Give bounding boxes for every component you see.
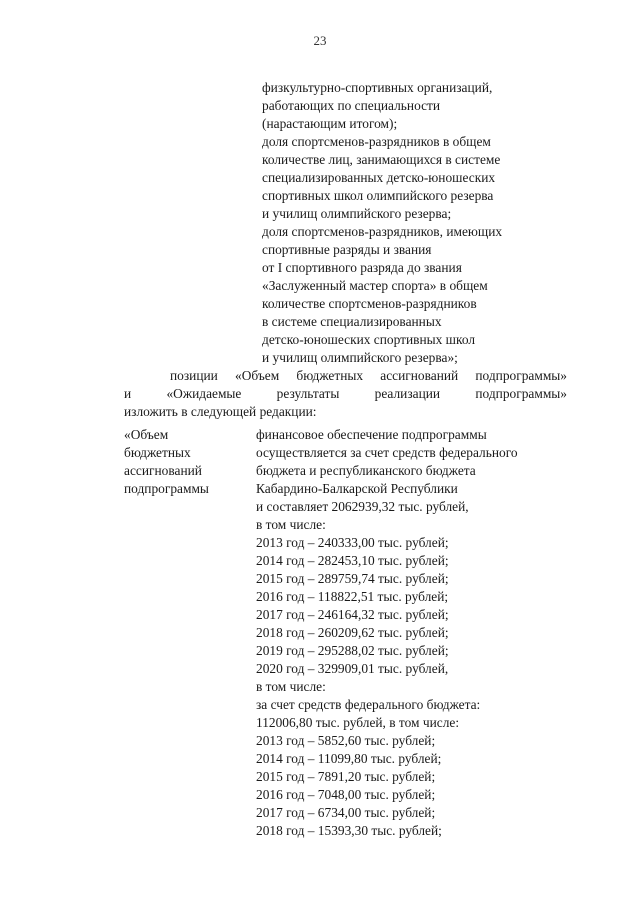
content-line: финансовое обеспечение подпрограммы: [256, 427, 487, 442]
content-line: 2020 год – 329909,01 тыс. рублей,: [256, 661, 449, 676]
indicator-line: спортивные разряды и звания: [262, 242, 432, 257]
content-line: 2014 год – 282453,10 тыс. рублей;: [256, 553, 449, 568]
position-title-line: бюджетных: [124, 445, 191, 460]
indicator-line: от I спортивного разряда до звания: [262, 260, 462, 275]
content-line: осуществляется за счет средств федерального: [256, 445, 518, 460]
content-line: 2017 год – 246164,32 тыс. рублей;: [256, 607, 449, 622]
content-line: 2017 год – 6734,00 тыс. рублей;: [256, 805, 436, 820]
content-line: 2013 год – 240333,00 тыс. рублей;: [256, 535, 449, 550]
indicator-line: детско-юношеских спортивных школ: [262, 332, 476, 347]
paragraph-line: и «Ожидаемые результаты реализации подпрограммы»: [124, 386, 567, 401]
content-line: 2019 год – 295288,02 тыс. рублей;: [256, 643, 449, 658]
indicator-line: доля спортсменов-разрядников, имеющих: [262, 224, 503, 239]
content-line: Кабардино-Балкарской Республики: [256, 481, 458, 496]
indicator-line: (нарастающим итогом);: [262, 116, 398, 131]
content-line: в том числе:: [256, 679, 326, 694]
content-line: 112006,80 тыс. рублей, в том числе:: [256, 715, 460, 730]
content-line: 2013 год – 5852,60 тыс. рублей;: [256, 733, 436, 748]
content-line: бюджета и республиканского бюджета: [256, 463, 476, 478]
indicator-line: доля спортсменов-разрядников в общем: [262, 134, 491, 149]
indicator-line: и училищ олимпийского резерва;: [262, 206, 452, 221]
content-line: 2016 год – 7048,00 тыс. рублей;: [256, 787, 436, 802]
paragraph-line: изложить в следующей редакции:: [124, 404, 317, 419]
content-line: 2018 год – 260209,62 тыс. рублей;: [256, 625, 449, 640]
indicator-line: в системе специализированных: [262, 314, 442, 329]
indicator-line: физкультурно-спортивных организаций,: [262, 80, 493, 95]
content-line: 2014 год – 11099,80 тыс. рублей;: [256, 751, 442, 766]
page-number: 23: [313, 33, 327, 48]
content-line: 2015 год – 7891,20 тыс. рублей;: [256, 769, 436, 784]
position-title-line: подпрограммы: [124, 481, 209, 496]
content-line: за счет средств федерального бюджета:: [256, 697, 481, 712]
indicator-line: количестве спортсменов-разрядников: [262, 296, 477, 311]
content-line: 2016 год – 118822,51 тыс. рублей;: [256, 589, 449, 604]
paragraph-line: позиции «Объем бюджетных ассигнований подпрограммы»: [170, 368, 567, 383]
indicator-line: работающих по специальности: [262, 98, 441, 113]
content-line: 2015 год – 289759,74 тыс. рублей;: [256, 571, 449, 586]
indicator-line: спортивных школ олимпийского резерва: [262, 188, 494, 203]
content-line: и составляет 2062939,32 тыс. рублей,: [256, 499, 469, 514]
content-line: 2018 год – 15393,30 тыс. рублей;: [256, 823, 442, 838]
content-line: в том числе:: [256, 517, 326, 532]
position-title-line: «Объем: [124, 427, 169, 442]
position-title-line: ассигнований: [124, 463, 202, 478]
indicator-line: и училищ олимпийского резерва»;: [262, 350, 458, 365]
indicator-line: «Заслуженный мастер спорта» в общем: [262, 278, 488, 293]
indicator-line: специализированных детско-юношеских: [262, 170, 496, 185]
indicator-line: количестве лиц, занимающихся в системе: [262, 152, 501, 167]
